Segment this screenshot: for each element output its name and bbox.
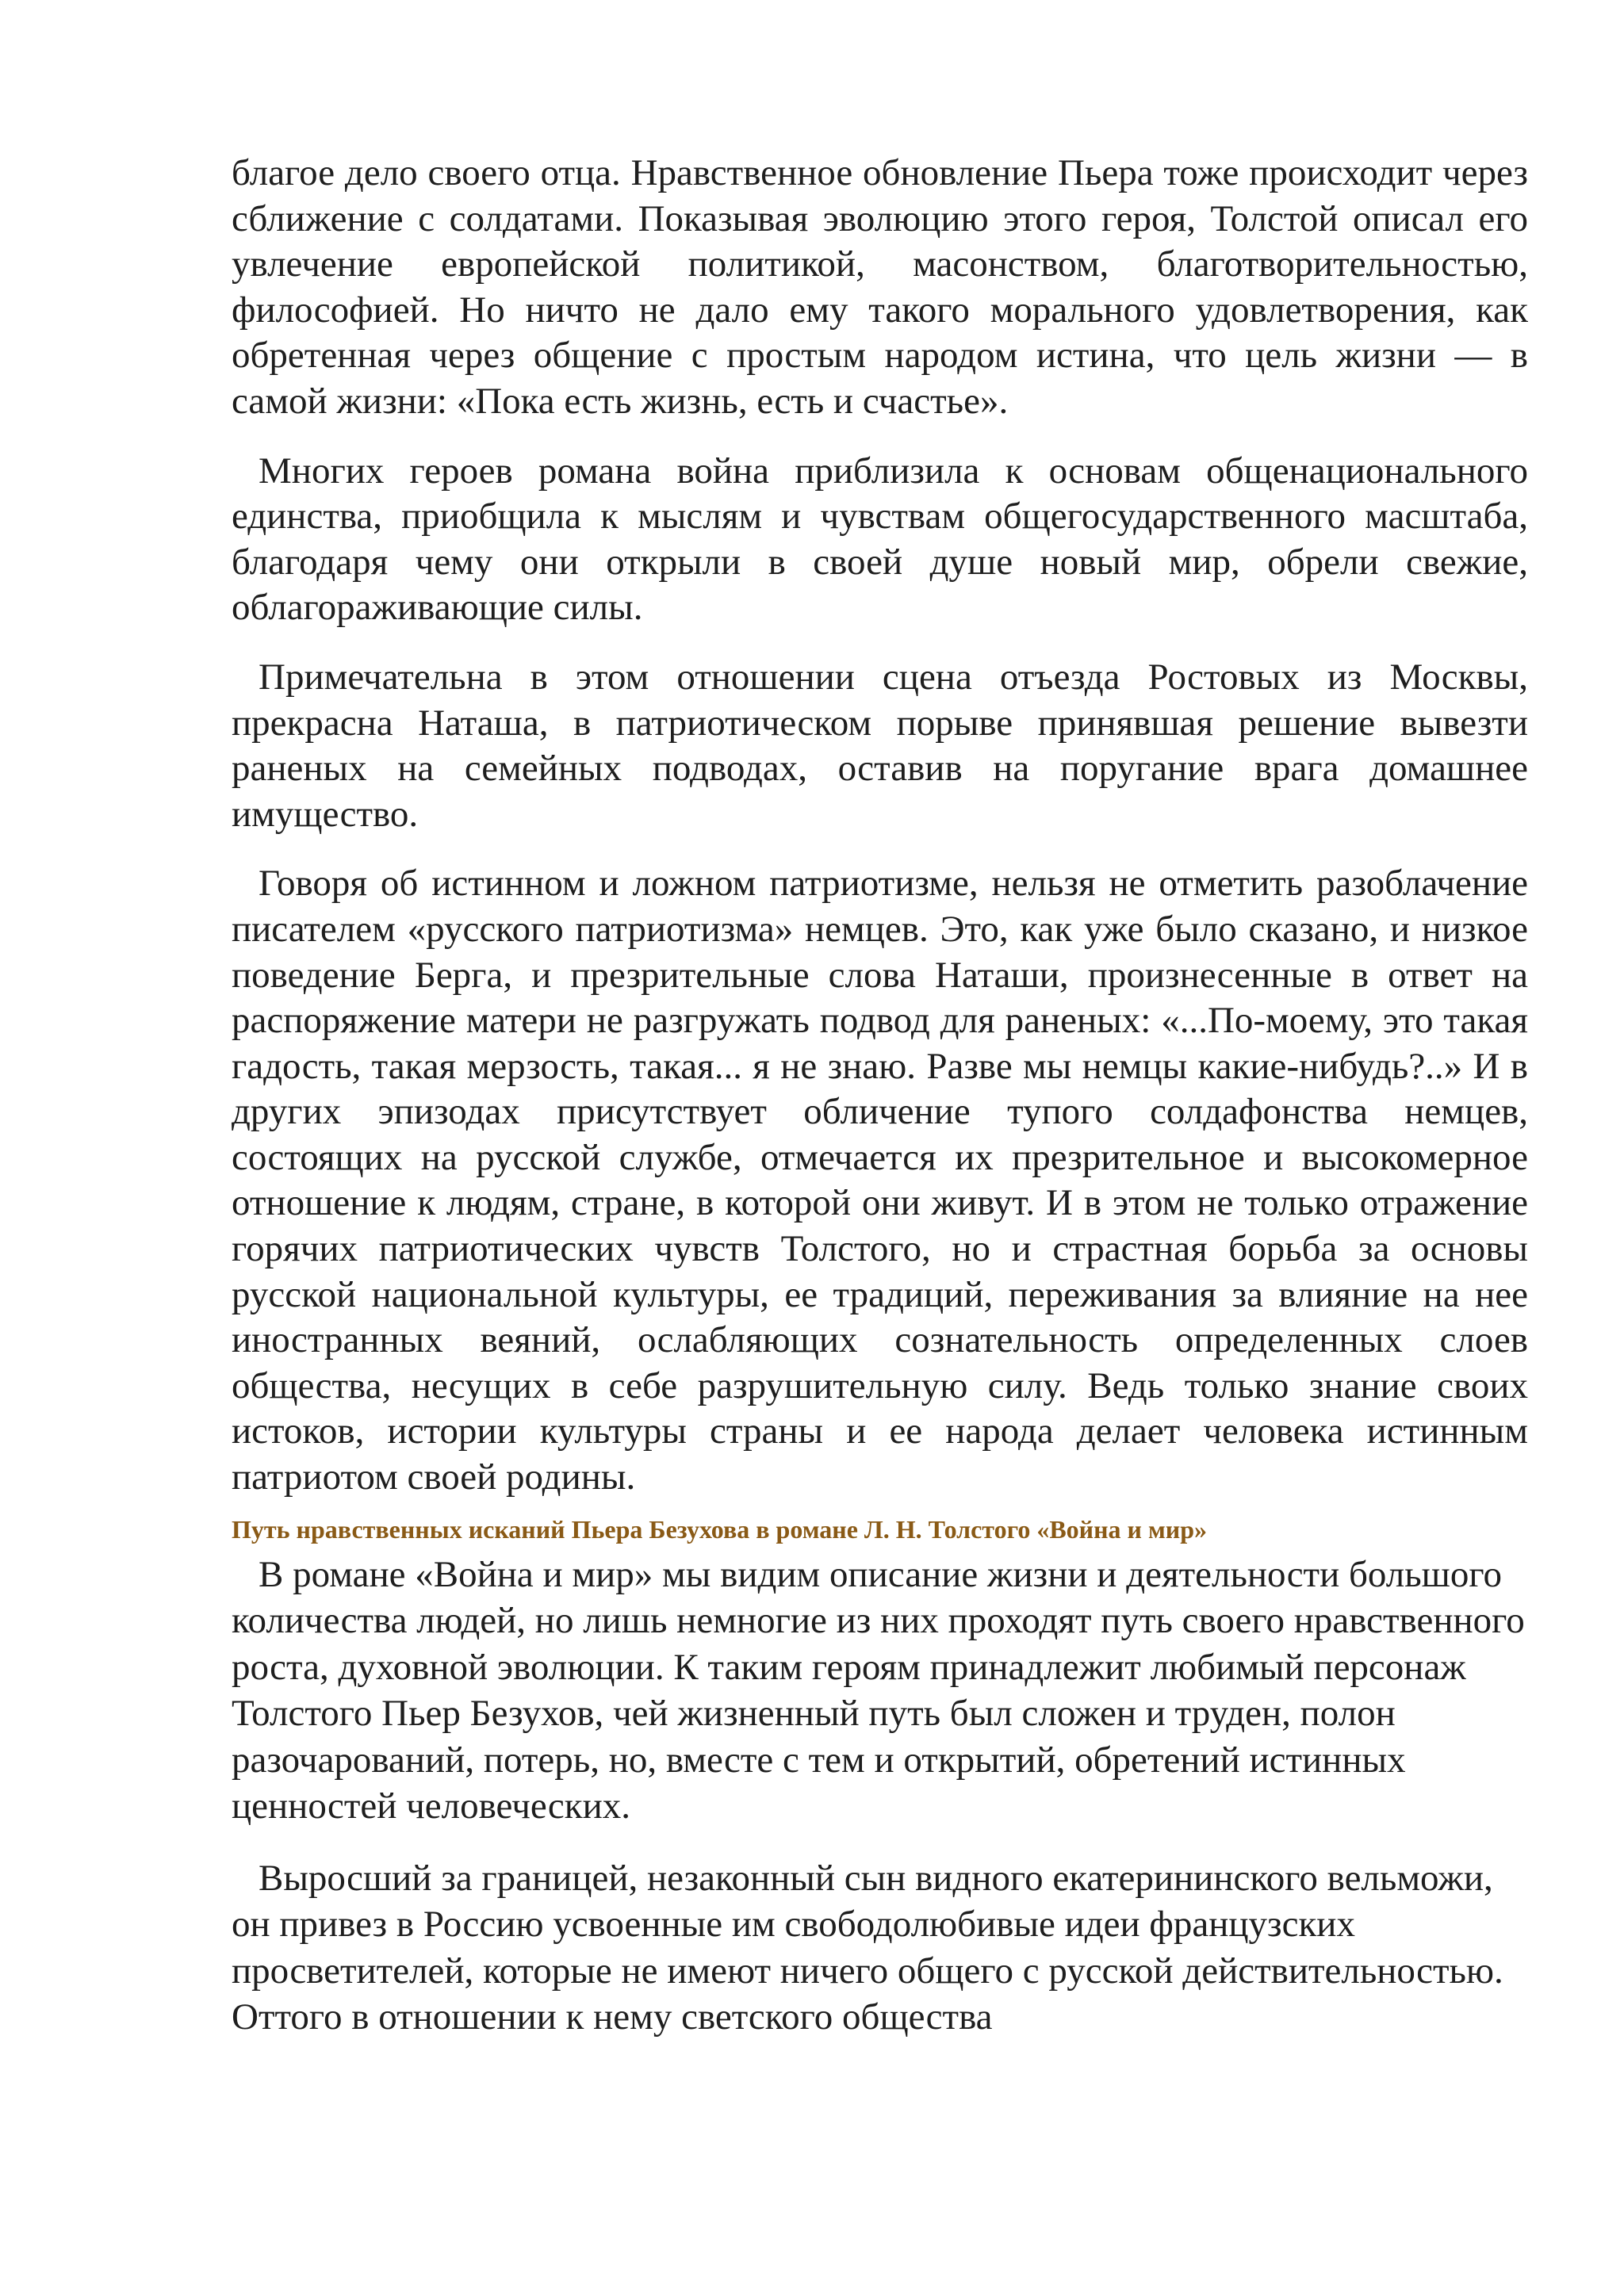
paragraph: Выросший за границей, незаконный сын видного екатерининского вельможи, он привез в Россию усвоенные им свободолюбивые идеи французских просветителей, которые не имеют ничего общего с русской действительностью. Оттого в отношении к нему светского общества: [232, 1857, 1503, 2038]
paragraph: Говоря об истинном и ложном патриотизме, нельзя не отметить разоблачение писателем «русского патриотизма» немцев. Это, как уже было сказано, и низкое поведение Берга, и презрительные слова Наташи, произнесенные в ответ на распоряжение матери не разгружать подвод для раненых: «...По-моему, это такая гадость, такая мерзость, такая... я не знаю. Разве мы немцы какие-нибудь?..» И в других эпизодах присутствует обличение тупого солдафонства немцев, состоящих на русской службе, отмечается их презрительное и высокомерное отношение к людям, стране, в которой они живут. И в этом не только отражение горячих патриотических чувств Толстого, но и страстная борьба за основы русской национальной культуры, ее традиций, переживания за влияние на нее иностранных веяний, ослабляющих сознательность определенных слоев общества, несущих в себе разрушительную силу. Ведь только знание своих истоков, истории культуры страны и ее народа делает человека истинным патриотом своей родины.: [232, 863, 1528, 1498]
document-page: [232, 151, 1528, 2066]
section-heading: Путь нравственных исканий Пьера Безухова в романе Л. Н. Толстого «Война и мир»: [232, 1514, 1208, 1544]
paragraph: В романе «Война и мир» мы видим описание жизни и деятельности большого количества людей, но лишь немногие из них проходят путь своего нравственного роста, духовной эволюции. К таким героям принадлежит любимый персонаж Толстого Пьер Безухов, чей жизненный путь был сложен и труден, полон разочарований, потерь, но, вместе с тем и открытий, обретений истинных ценностей человеческих.: [232, 1553, 1525, 1827]
paragraph: благое дело своего отца. Нравственное обновление Пьера тоже происходит через сближение с солдатами. Показывая эволюцию этого героя, Толстой описал его увлечение европейской политикой, масонством, благотворительностью, философией. Но ничто не дало ему такого морального удовлетворения, как обретенная через общение с простым народом истина, что цель жизни — в самой жизни: «Пока есть жизнь, есть и счастье».: [232, 152, 1528, 422]
paragraph: Примечательна в этом отношении сцена отъезда Ростовых из Москвы, прекрасна Наташа, в патриотическом порыве принявшая решение вывезти раненых на семейных подводах, оставив на поругание врага домашнее имущество.: [232, 656, 1528, 835]
paragraph: Многих героев романа война приблизила к основам общенационального единства, приобщила к мыслям и чувствам общегосударственного масштаба, благодаря чему они открыли в своей душе новый мир, обрели свежие, облагораживающие силы.: [232, 450, 1528, 629]
